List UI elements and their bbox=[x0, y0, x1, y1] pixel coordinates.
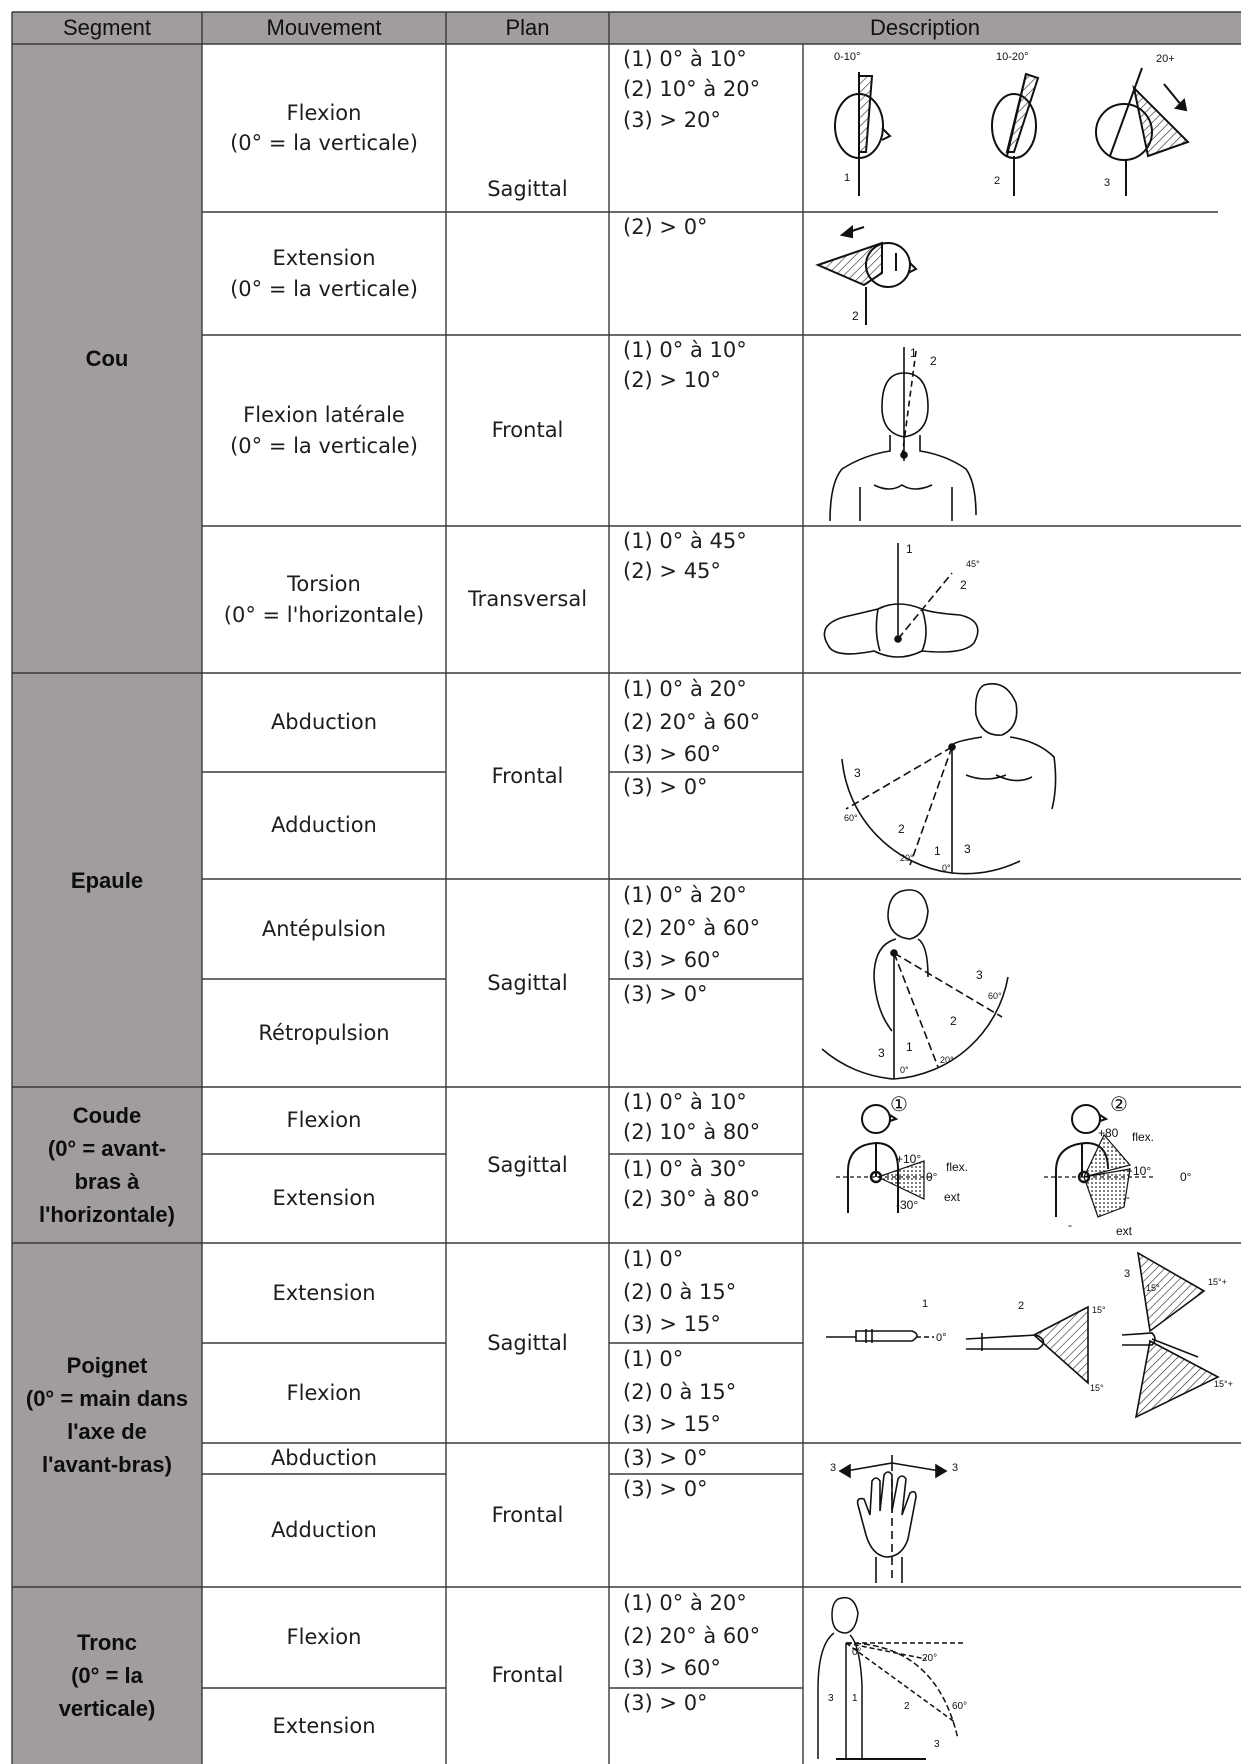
fig-label: - bbox=[1068, 1218, 1072, 1232]
fig-label: 0° bbox=[936, 1332, 947, 1344]
movement-tronc-extension: Extension bbox=[272, 1713, 376, 1738]
figure-wrist-extension-flexion bbox=[806, 1245, 1238, 1441]
plane-epaule-sagittal: Sagittal bbox=[487, 970, 568, 995]
fig-label: 15°+ bbox=[1208, 1277, 1227, 1287]
range-cou-torsion bbox=[609, 526, 803, 673]
plane-tronc-frontal: Frontal bbox=[491, 1663, 564, 1688]
fig-label: +10° bbox=[896, 1152, 922, 1166]
range-coude-extension bbox=[609, 1154, 803, 1243]
fig-label: 3 bbox=[952, 1462, 959, 1474]
fig-label: 60° bbox=[844, 813, 858, 823]
fig-label: 2 bbox=[950, 1014, 957, 1028]
plane-poignet-frontal: Frontal bbox=[491, 1502, 564, 1527]
plane-cou-transversal: Transversal bbox=[467, 587, 588, 612]
fig-label: 10-20° bbox=[996, 51, 1029, 63]
range-line: (1) 0° à 10° bbox=[623, 338, 747, 362]
range-line: (2) 10° à 20° bbox=[623, 77, 761, 102]
figure-elbow-1 bbox=[806, 1089, 1006, 1241]
movement-line: Torsion bbox=[287, 572, 361, 597]
range-poignet-abduction bbox=[609, 1443, 803, 1474]
segment-poignet bbox=[12, 1243, 202, 1587]
fig-label: 3 bbox=[828, 1693, 834, 1704]
fig-label: 3 bbox=[934, 1739, 940, 1750]
range-line: (1) 0° à 45° bbox=[623, 529, 747, 553]
fig-label: - bbox=[1126, 1190, 1130, 1204]
range-cou-extension bbox=[609, 212, 803, 335]
fig-label: 2 bbox=[994, 175, 1001, 187]
plane-epaule-frontal: Frontal bbox=[491, 763, 564, 788]
movement-coude-extension: Extension bbox=[272, 1186, 376, 1211]
header-plane: Plan bbox=[446, 12, 609, 44]
range-line: (3) > 60° bbox=[623, 1656, 721, 1681]
movement-cou-flexion bbox=[202, 44, 446, 212]
fig-label: 2 bbox=[930, 354, 937, 368]
range-epaule-retropulsion bbox=[609, 979, 803, 1087]
range-line: (3) > 0° bbox=[623, 982, 708, 1006]
movement-epaule-retropulsion: Rétropulsion bbox=[258, 1020, 390, 1045]
range-line: (2) 0 à 15° bbox=[623, 1279, 737, 1304]
fig-label: 3 bbox=[854, 766, 861, 780]
fig-label: ② bbox=[1110, 1094, 1128, 1116]
fig-label: 15°+ bbox=[1214, 1379, 1233, 1389]
movement-line: (0° = l'horizontale) bbox=[223, 602, 425, 627]
movement-cou-extension bbox=[202, 212, 446, 335]
range-line: (1) 0° à 20° bbox=[623, 677, 747, 701]
movement-cou-flexion-laterale bbox=[202, 335, 446, 526]
figure-neck-flexion bbox=[804, 46, 1224, 210]
fig-label: 45° bbox=[966, 559, 980, 569]
plane-cou-sagittal: Sagittal bbox=[487, 177, 568, 202]
movement-line: Flexion bbox=[286, 100, 362, 125]
movement-tronc-flexion: Flexion bbox=[286, 1625, 362, 1650]
range-line: (2) 0 à 15° bbox=[623, 1379, 737, 1404]
fig-label: 2 bbox=[960, 578, 967, 592]
range-line: (1) 0° à 10° bbox=[623, 1090, 747, 1114]
range-line: (1) 0° à 10° bbox=[623, 47, 747, 71]
range-line: (2) 30° à 80° bbox=[623, 1187, 761, 1212]
fig-label: 15° bbox=[1090, 1383, 1104, 1393]
figure-shoulder-antepulsion bbox=[806, 881, 1086, 1085]
fig-label: 60° bbox=[952, 1701, 968, 1712]
fig-label: 3 bbox=[964, 842, 971, 856]
range-line: (1) 0° bbox=[623, 1247, 684, 1271]
movement-poignet-flexion: Flexion bbox=[286, 1380, 362, 1405]
segment-line: (0° = la bbox=[71, 1663, 143, 1688]
range-line: (3) > 60° bbox=[623, 948, 721, 973]
range-epaule-abduction bbox=[609, 673, 803, 772]
movement-poignet-abduction: Abduction bbox=[270, 1446, 378, 1471]
segment-line: l'axe de bbox=[67, 1419, 147, 1444]
segment-cou bbox=[12, 44, 202, 673]
movement-line: (0° = la verticale) bbox=[230, 433, 418, 458]
segment-line: Coude bbox=[72, 1103, 142, 1128]
figure-elbow-2 bbox=[1034, 1089, 1234, 1241]
segment-line: (0° = main dans bbox=[25, 1386, 189, 1411]
segment-line: verticale) bbox=[58, 1696, 156, 1721]
header-movement: Mouvement bbox=[202, 12, 446, 44]
segment-line: Tronc bbox=[77, 1630, 137, 1655]
segment-coude bbox=[12, 1087, 202, 1243]
range-cou-flexion-laterale bbox=[609, 335, 803, 526]
header-description: Description bbox=[609, 12, 1241, 44]
figure-neck-extension bbox=[804, 213, 964, 333]
movement-line: Flexion latérale bbox=[243, 403, 405, 428]
movement-poignet-extension: Extension bbox=[272, 1280, 376, 1305]
fig-label: 1 bbox=[906, 1040, 913, 1054]
range-line: (2) > 10° bbox=[623, 368, 721, 393]
fig-label: 0° bbox=[900, 1065, 909, 1075]
fig-label: 1 bbox=[852, 1693, 858, 1704]
fig-label: -30° bbox=[896, 1198, 919, 1212]
segment-line: bras à bbox=[74, 1169, 140, 1194]
fig-label: 3 bbox=[976, 968, 983, 982]
fig-label: 15° bbox=[1146, 1283, 1160, 1293]
segment-line: Epaule bbox=[70, 867, 144, 893]
range-line: (2) 20° à 60° bbox=[623, 915, 761, 940]
range-line: (3) > 15° bbox=[623, 1312, 721, 1337]
movement-line: (0° = la verticale) bbox=[230, 276, 418, 301]
fig-label: +10° bbox=[1126, 1164, 1152, 1178]
fig-label: ① bbox=[890, 1094, 908, 1116]
fig-label: 3 bbox=[830, 1462, 837, 1474]
range-line: (3) > 60° bbox=[623, 742, 721, 767]
range-line: (1) 0° à 20° bbox=[623, 883, 747, 907]
range-line: (3) > 15° bbox=[623, 1412, 721, 1437]
range-line: (3) > 0° bbox=[623, 775, 708, 799]
segment-epaule bbox=[12, 673, 202, 1087]
segment-tronc bbox=[12, 1587, 202, 1764]
figure-neck-torsion bbox=[804, 529, 1004, 671]
range-poignet-adduction bbox=[609, 1474, 803, 1587]
range-line: (2) > 0° bbox=[623, 215, 708, 239]
range-tronc-extension bbox=[609, 1688, 803, 1764]
figure-shoulder-abduction bbox=[806, 675, 1236, 877]
range-line: (2) 20° à 60° bbox=[623, 1623, 761, 1648]
fig-label: 1 bbox=[906, 542, 913, 556]
range-line: (3) > 0° bbox=[623, 1477, 708, 1501]
movement-poignet-adduction: Adduction bbox=[271, 1518, 377, 1543]
movement-line: Extension bbox=[272, 246, 376, 271]
fig-label: 20° bbox=[922, 1653, 938, 1664]
fig-label: ext bbox=[944, 1190, 961, 1204]
fig-label: 2 bbox=[898, 822, 905, 836]
fig-label: 0° bbox=[926, 1170, 938, 1184]
figure-neck-lateral-flexion bbox=[804, 337, 1004, 524]
range-poignet-extension bbox=[609, 1243, 803, 1343]
segment-line: l'avant-bras) bbox=[42, 1452, 172, 1477]
movement-line: (0° = la verticale) bbox=[230, 131, 418, 155]
range-tronc-flexion bbox=[609, 1587, 803, 1688]
figure-wrist-abduction bbox=[806, 1445, 966, 1585]
fig-label: 0° bbox=[1180, 1170, 1192, 1184]
fig-label: 15° bbox=[1092, 1305, 1106, 1315]
range-coude-flexion bbox=[609, 1087, 803, 1154]
range-line: (1) 0° bbox=[623, 1347, 684, 1371]
fig-label: 1 bbox=[934, 844, 941, 858]
fig-label: +80 bbox=[1098, 1126, 1119, 1140]
movement-cou-torsion bbox=[202, 526, 446, 673]
segment-line: Cou bbox=[85, 346, 129, 371]
fig-label: 0° bbox=[852, 1647, 862, 1658]
fig-label: 1 bbox=[910, 346, 917, 360]
range-epaule-adduction bbox=[609, 772, 803, 879]
segment-line: (0° = avant- bbox=[47, 1136, 167, 1161]
fig-label: 0° bbox=[942, 863, 951, 873]
range-line: (1) 0° à 20° bbox=[623, 1591, 747, 1615]
fig-label: 3 bbox=[1124, 1268, 1131, 1280]
range-poignet-flexion bbox=[609, 1343, 803, 1443]
fig-label: 3 bbox=[1104, 177, 1111, 189]
fig-label: ext bbox=[1116, 1224, 1133, 1238]
fig-label: 60° bbox=[988, 991, 1002, 1001]
range-line: (2) > 45° bbox=[623, 559, 721, 584]
plane-poignet-sagittal: Sagittal bbox=[487, 1330, 568, 1355]
fig-label: 1 bbox=[922, 1298, 929, 1310]
movement-epaule-abduction: Abduction bbox=[270, 710, 378, 735]
range-epaule-antepulsion bbox=[609, 879, 803, 979]
plane-coude-sagittal: Sagittal bbox=[487, 1152, 568, 1177]
fig-label: 20+ bbox=[1156, 53, 1175, 65]
range-line: (3) > 20° bbox=[623, 107, 721, 132]
movement-coude-flexion: Flexion bbox=[286, 1108, 362, 1133]
movement-epaule-antepulsion: Antépulsion bbox=[261, 916, 387, 941]
segment-line: Poignet bbox=[66, 1353, 148, 1378]
range-line: (3) > 0° bbox=[623, 1691, 708, 1715]
fig-label: flex. bbox=[946, 1160, 969, 1174]
fig-label: flex. bbox=[1132, 1130, 1155, 1144]
fig-label: 1 bbox=[844, 172, 851, 184]
movement-epaule-adduction: Adduction bbox=[271, 813, 377, 838]
range-line: (2) 10° à 80° bbox=[623, 1120, 761, 1145]
range-line: (1) 0° à 30° bbox=[623, 1157, 747, 1181]
fig-label: 2 bbox=[904, 1701, 910, 1712]
range-line: (2) 20° à 60° bbox=[623, 709, 761, 734]
fig-label: 20° bbox=[900, 853, 914, 863]
fig-label: 2 bbox=[1018, 1300, 1025, 1312]
figure-trunk bbox=[806, 1589, 1006, 1763]
plane-cou-frontal: Frontal bbox=[491, 418, 564, 443]
fig-label: 0-10° bbox=[834, 51, 861, 63]
fig-label: 20° bbox=[940, 1055, 954, 1065]
fig-label: 3 bbox=[878, 1046, 885, 1060]
range-cou-flexion bbox=[609, 44, 803, 212]
range-line: (3) > 0° bbox=[623, 1446, 708, 1470]
segment-line: l'horizontale) bbox=[38, 1202, 175, 1227]
header-segment: Segment bbox=[12, 12, 202, 44]
fig-label: 2 bbox=[852, 309, 859, 323]
